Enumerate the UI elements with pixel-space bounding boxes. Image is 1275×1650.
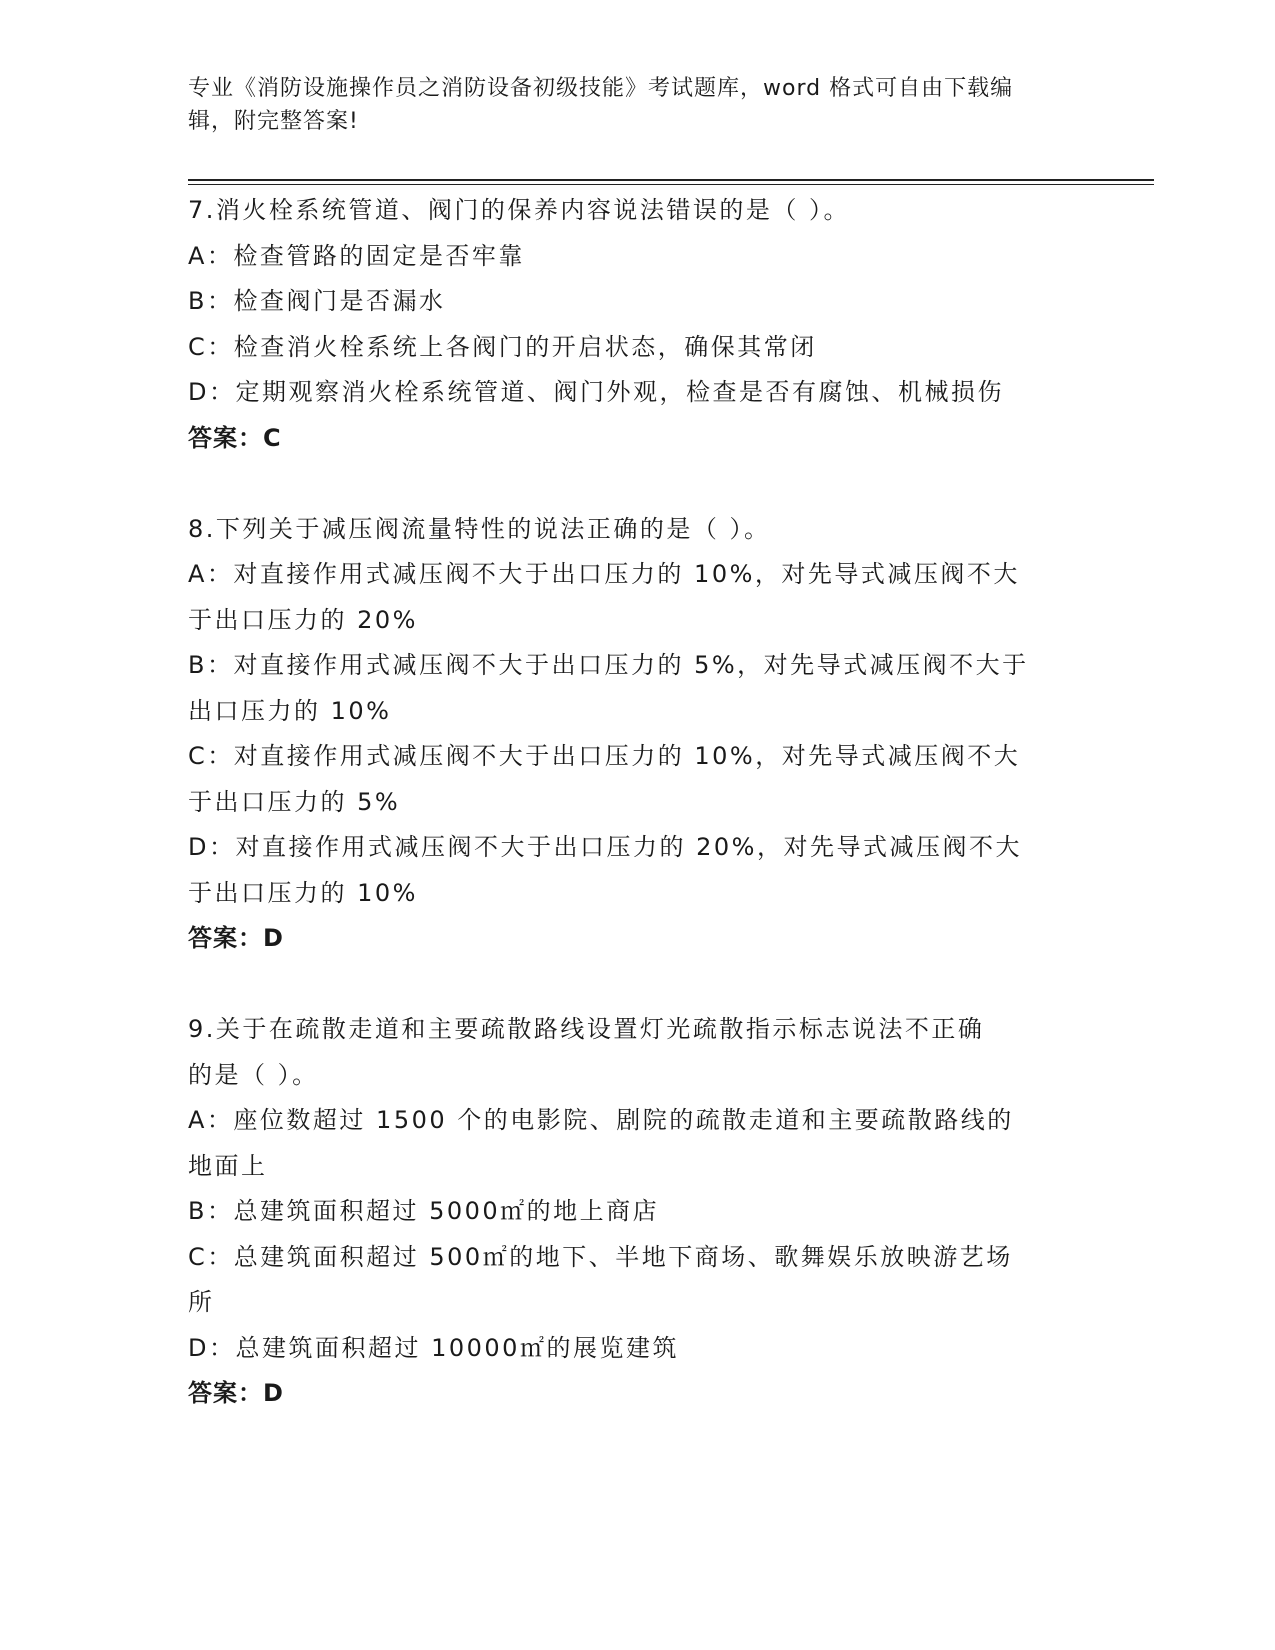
question-block-9 — [188, 1007, 1088, 1417]
question-9-answer: 答案：D — [188, 1379, 284, 1407]
question-9-option-b: B：总建筑面积超过 5000㎡的地上商店 — [188, 1197, 660, 1225]
question-8-option-c: C：对直接作用式减压阀不大于出口压力的 10%，对先导式减压阀不大 — [188, 742, 1021, 770]
question-9-option-a: A：座位数超过 1500 个的电影院、剧院的疏散走道和主要疏散路线的 — [188, 1106, 1014, 1134]
question-7-option-a: A：检查管路的固定是否牢靠 — [188, 241, 525, 270]
page-header — [188, 72, 1068, 138]
question-8-answer: 答案：D — [188, 924, 284, 952]
question-8-option-d-cont: 于出口压力的 10% — [188, 878, 418, 907]
header-line-2: 辑，附完整答案! — [188, 109, 359, 134]
question-block-7 — [188, 188, 1088, 461]
question-9-option-c-cont: 所 — [188, 1288, 215, 1316]
header-line-1: 专业《消防设施操作员之消防设备初级技能》考试题库，word 格式可自由下载编 — [188, 76, 1014, 101]
question-9-stem-cont: 的是（ ）。 — [188, 1060, 319, 1089]
question-8-option-a-cont: 于出口压力的 20% — [188, 605, 418, 634]
question-9-option-c: C：总建筑面积超过 500㎡的地下、半地下商场、歌舞娱乐放映游艺场 — [188, 1242, 1013, 1271]
question-7-answer: 答案：C — [188, 423, 282, 452]
question-spacer — [188, 962, 1088, 1008]
question-7-option-b: B：检查阀门是否漏水 — [188, 287, 446, 315]
question-7-option-c: C：检查消火栓系统上各阀门的开启状态，确保其常闭 — [188, 332, 817, 361]
question-list — [188, 188, 1088, 1417]
question-8-option-a: A：对直接作用式减压阀不大于出口压力的 10%，对先导式减压阀不大 — [188, 560, 1020, 588]
question-spacer — [188, 461, 1088, 507]
question-7-stem: 7.消火栓系统管道、阀门的保养内容说法错误的是（ ）。 — [188, 196, 851, 224]
question-8-stem: 8.下列关于减压阀流量特性的说法正确的是（ ）。 — [188, 514, 771, 543]
header-divider-thin — [188, 184, 1154, 185]
question-9-option-a-cont: 地面上 — [188, 1151, 268, 1180]
header-divider-thick — [188, 179, 1154, 181]
question-9-option-d: D：总建筑面积超过 10000㎡的展览建筑 — [188, 1333, 679, 1362]
question-8-option-c-cont: 于出口压力的 5% — [188, 787, 401, 816]
question-block-8 — [188, 507, 1088, 962]
question-8-option-b: B：对直接作用式减压阀不大于出口压力的 5%，对先导式减压阀不大于 — [188, 651, 1029, 679]
question-9-stem: 9.关于在疏散走道和主要疏散路线设置灯光疏散指示标志说法不正确 — [188, 1015, 985, 1043]
question-8-option-d: D：对直接作用式减压阀不大于出口压力的 20%，对先导式减压阀不大 — [188, 833, 1022, 861]
question-7-option-d: D：定期观察消火栓系统管道、阀门外观，检查是否有腐蚀、机械损伤 — [188, 378, 1004, 406]
question-8-option-b-cont: 出口压力的 10% — [188, 696, 392, 725]
